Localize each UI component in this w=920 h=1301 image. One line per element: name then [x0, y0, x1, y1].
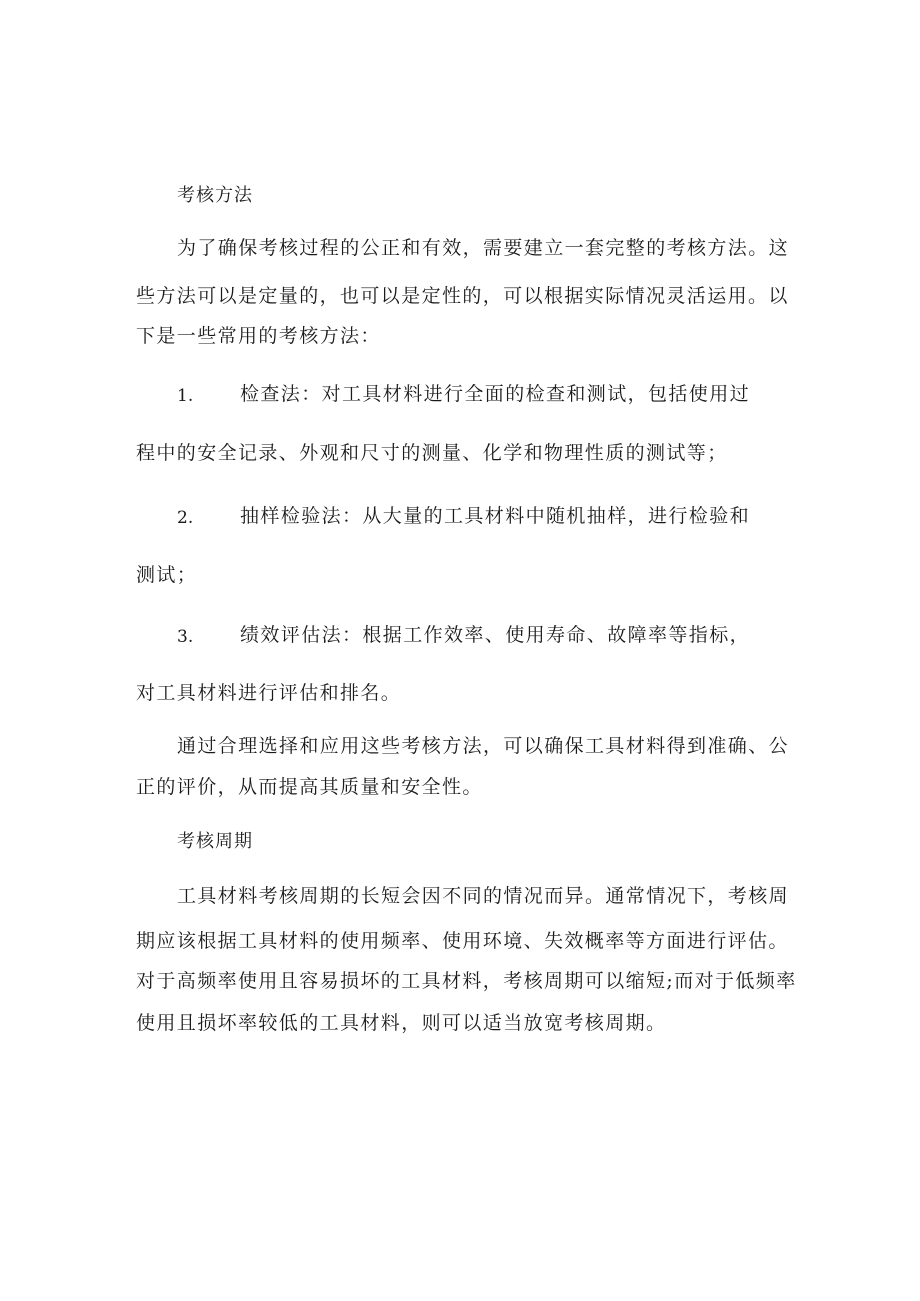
list-item-number-3: 3.	[177, 627, 194, 647]
section-heading-cycle: 考核周期	[177, 831, 253, 852]
list-item-1-line-2: 程中的安全记录、外观和尺寸的测量、化学和物理性质的测试等；	[136, 442, 728, 464]
cycle-line-4: 使用且损坏率较低的工具材料，则可以适当放宽考核周期。	[136, 1012, 667, 1034]
cycle-line-3: 对于高频率使用且容易损坏的工具材料，考核周期可以缩短;而对于低频率	[136, 970, 797, 992]
cycle-line-2: 期应该根据工具材料的使用频率、使用环境、失效概率等方面进行评估。	[136, 930, 789, 952]
intro-line-3: 下是一些常用的考核方法：	[136, 325, 381, 347]
list-item-2-line-1: 抽样检验法：从大量的工具材料中随机抽样，进行检验和	[240, 505, 751, 527]
section-heading-methods: 考核方法	[177, 185, 253, 206]
list-item-2-line-2: 测试；	[136, 564, 198, 586]
intro-line-2: 些方法可以是定量的，也可以是定性的，可以根据实际情况灵活运用。以	[136, 285, 789, 307]
list-item-number-1: 1.	[177, 386, 194, 406]
list-item-3-line-1: 绩效评估法：根据工作效率、使用寿命、故障率等指标，	[240, 624, 751, 646]
closing-line-2: 正的评价，从而提高其质量和安全性。	[136, 776, 483, 798]
list-item-1-line-1: 检查法：对工具材料进行全面的检查和测试，包括使用过	[240, 383, 751, 405]
list-item-number-2: 2.	[177, 508, 194, 528]
intro-line-1: 为了确保考核过程的公正和有效，需要建立一套完整的考核方法。这	[177, 237, 790, 259]
closing-line-1: 通过合理选择和应用这些考核方法，可以确保工具材料得到准确、公	[177, 735, 790, 757]
list-item-3-line-2: 对工具材料进行评估和排名。	[136, 682, 402, 704]
cycle-line-1: 工具材料考核周期的长短会因不同的情况而异。通常情况下，考核周	[177, 885, 790, 907]
